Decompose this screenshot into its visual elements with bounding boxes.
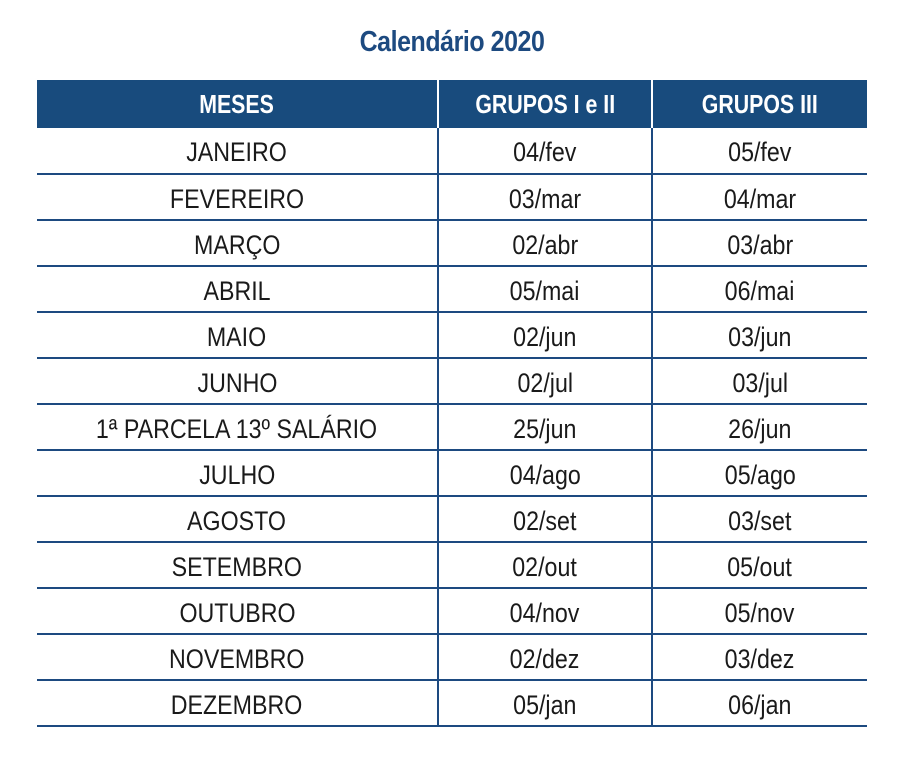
- table-row: [37, 450, 867, 496]
- month-cell: NOVEMBRO: [37, 634, 438, 680]
- groups-3-date-cell: 05/nov: [652, 588, 867, 634]
- groups-1-2-date-cell: 05/jan: [438, 680, 652, 726]
- header-groups-3: GRUPOS III: [652, 80, 867, 128]
- month-cell: MAIO: [37, 312, 438, 358]
- groups-3-date-cell: 03/dez: [652, 634, 867, 680]
- groups-1-2-date-cell: 02/dez: [438, 634, 652, 680]
- groups-1-2-date-cell: 02/jul: [438, 358, 652, 404]
- table-row: [37, 312, 867, 358]
- month-cell: JUNHO: [37, 358, 438, 404]
- groups-3-date-cell: 06/jan: [652, 680, 867, 726]
- payment-calendar-table: [37, 80, 867, 727]
- table-row: [37, 542, 867, 588]
- page-title: Calendário 2020: [359, 26, 545, 58]
- groups-1-2-date-cell: 05/mai: [438, 266, 652, 312]
- table-row: [37, 358, 867, 404]
- groups-3-date-cell: 26/jun: [652, 404, 867, 450]
- month-cell: JULHO: [37, 450, 438, 496]
- table-row: [37, 496, 867, 542]
- table-body: [37, 128, 867, 726]
- groups-3-date-cell: 05/fev: [652, 128, 867, 174]
- groups-3-date-cell: 03/jun: [652, 312, 867, 358]
- groups-3-date-cell: 03/jul: [652, 358, 867, 404]
- table-row: [37, 174, 867, 220]
- table-row: [37, 680, 867, 726]
- month-cell: SETEMBRO: [37, 542, 438, 588]
- groups-1-2-date-cell: 04/nov: [438, 588, 652, 634]
- month-cell: DEZEMBRO: [37, 680, 438, 726]
- header-months: MESES: [37, 80, 438, 128]
- table-row: [37, 128, 867, 174]
- groups-3-date-cell: 03/set: [652, 496, 867, 542]
- table-row: [37, 588, 867, 634]
- month-cell: MARÇO: [37, 220, 438, 266]
- groups-1-2-date-cell: 03/mar: [438, 174, 652, 220]
- header-groups-1-2: GRUPOS I e II: [438, 80, 652, 128]
- groups-3-date-cell: 03/abr: [652, 220, 867, 266]
- table-row: [37, 220, 867, 266]
- month-cell: 1ª PARCELA 13º SALÁRIO: [37, 404, 438, 450]
- groups-1-2-date-cell: 02/jun: [438, 312, 652, 358]
- table-row: [37, 634, 867, 680]
- table-row: [37, 404, 867, 450]
- groups-1-2-date-cell: 02/abr: [438, 220, 652, 266]
- month-cell: AGOSTO: [37, 496, 438, 542]
- groups-3-date-cell: 05/ago: [652, 450, 867, 496]
- header-row: [37, 80, 867, 128]
- groups-1-2-date-cell: 04/ago: [438, 450, 652, 496]
- month-cell: ABRIL: [37, 266, 438, 312]
- table-header: [37, 80, 867, 128]
- groups-3-date-cell: 06/mai: [652, 266, 867, 312]
- month-cell: JANEIRO: [37, 128, 438, 174]
- groups-3-date-cell: 04/mar: [652, 174, 867, 220]
- groups-1-2-date-cell: 02/out: [438, 542, 652, 588]
- table-row: [37, 266, 867, 312]
- month-cell: OUTUBRO: [37, 588, 438, 634]
- groups-3-date-cell: 05/out: [652, 542, 867, 588]
- groups-1-2-date-cell: 02/set: [438, 496, 652, 542]
- groups-1-2-date-cell: 04/fev: [438, 128, 652, 174]
- month-cell: FEVEREIRO: [37, 174, 438, 220]
- groups-1-2-date-cell: 25/jun: [438, 404, 652, 450]
